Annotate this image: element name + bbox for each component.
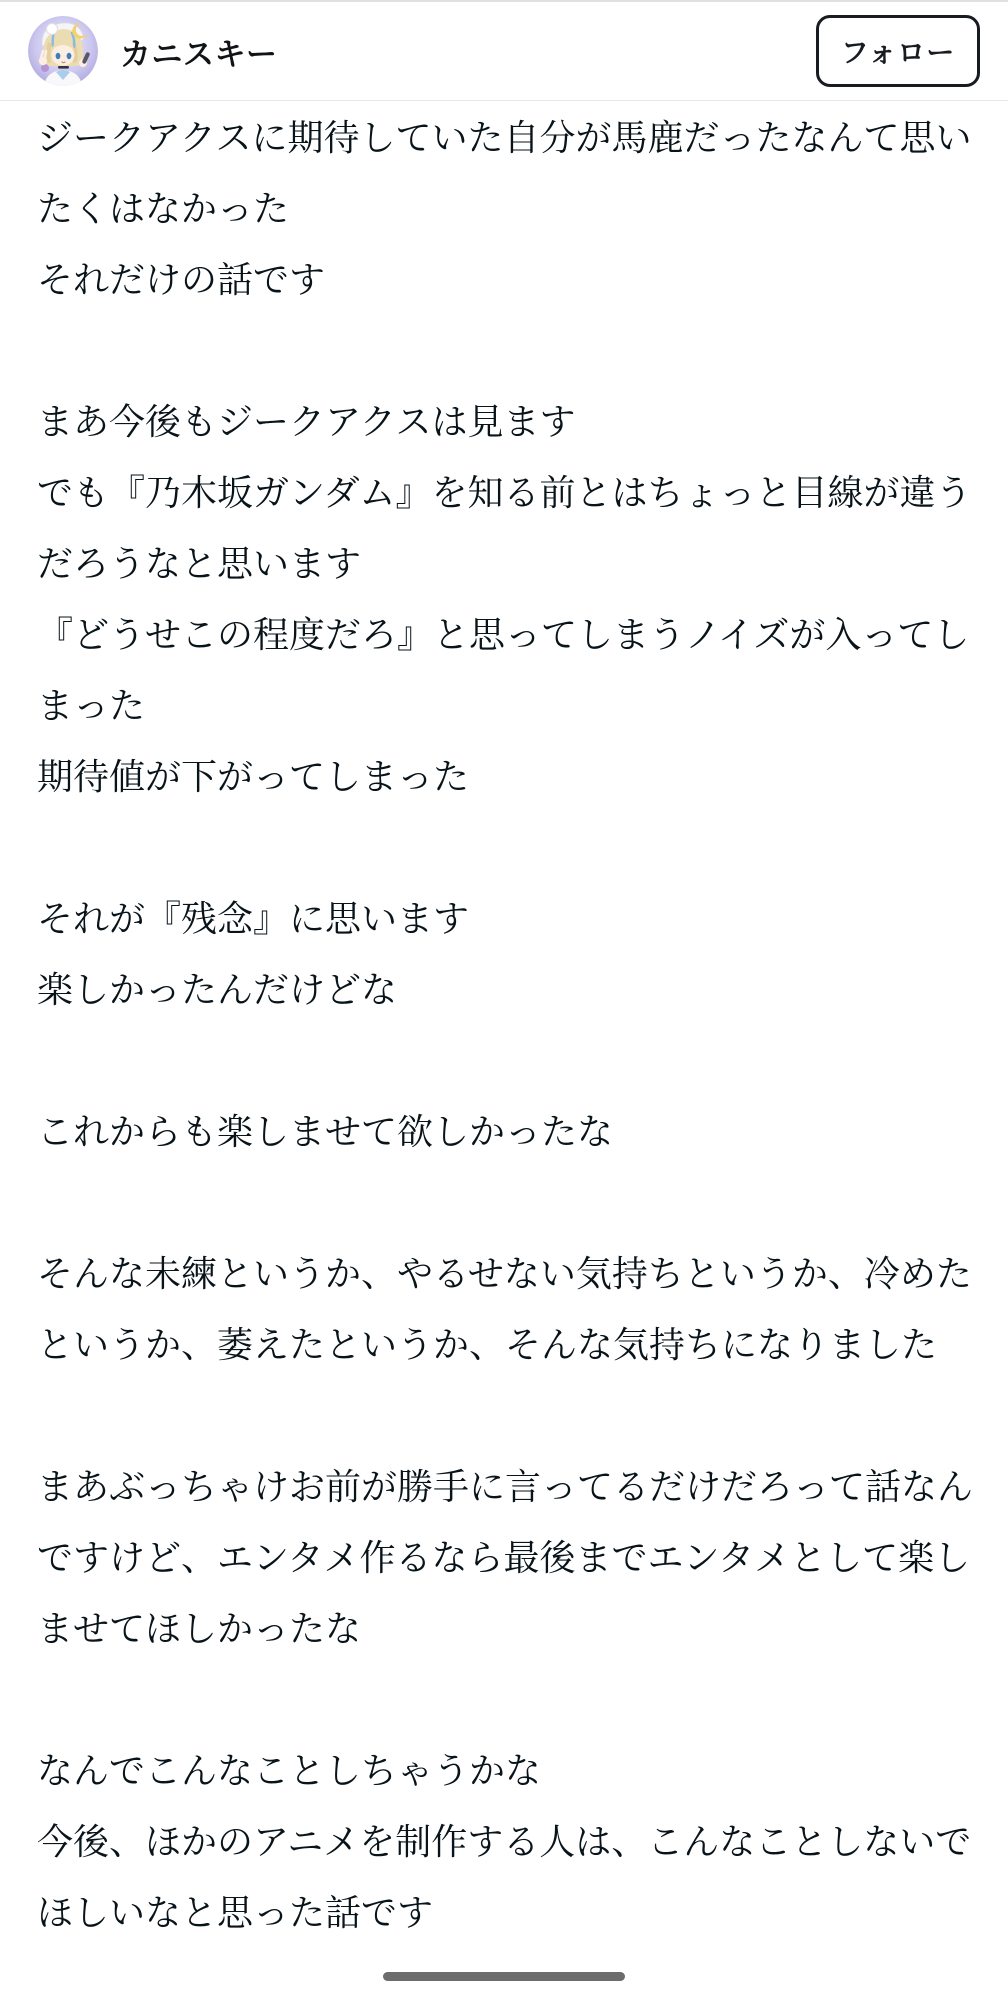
article-line: だろうなと思います (37, 543, 362, 584)
article-line (37, 812, 971, 883)
article-line (37, 1380, 971, 1451)
article-line: たくはなかった (37, 188, 290, 229)
article-line: 楽しかったんだけどな (37, 969, 398, 1010)
article-line: というか、萎えたというか、そんな気持ちになりました (37, 1324, 938, 1365)
article-line: これからも楽しませて欲しかったな (37, 1111, 614, 1152)
article-line: ませてほしかったな (37, 1608, 362, 1649)
article-line: そんな未練というか、やるせない気持ちというか、冷めた (37, 1253, 972, 1294)
article-line: まあぶっちゃけお前が勝手に言ってるだけだろって話なん (37, 1466, 974, 1507)
article-line: 今後、ほかのアニメを制作する人は、こんなことしないで (37, 1821, 972, 1862)
username[interactable]: カニスキー (120, 36, 278, 72)
user-avatar[interactable] (28, 16, 98, 86)
article-line: ジークアクスに期待していた自分が馬鹿だったなんて思い (37, 117, 972, 158)
article-line (37, 1025, 971, 1096)
article-line: それが『残念』に思います (37, 898, 470, 939)
article-line: ですけど、エンタメ作るなら最後までエンタメとして楽し (37, 1537, 971, 1578)
anime-girl-avatar-icon (28, 16, 98, 86)
article-line (37, 1664, 971, 1735)
article-line: 期待値が下がってしまった (37, 756, 470, 797)
article-line: ほしいなと思った話です (37, 1892, 434, 1933)
article-line: まあ今後もジークアクスは見ます (37, 401, 576, 442)
profile-header (0, 0, 1008, 101)
article-line (37, 1167, 971, 1238)
follow-button[interactable]: フォロー (816, 15, 980, 87)
article-line: それだけの話です (37, 259, 326, 300)
article-line (37, 315, 971, 386)
article-line: まった (37, 685, 146, 726)
article-line: なんでこんなことしちゃうかな (37, 1750, 542, 1791)
home-indicator-bar[interactable] (383, 1972, 625, 1981)
article-body (0, 101, 1008, 1948)
article-line: でも『乃木坂ガンダム』を知る前とはちょっと目線が違う (37, 472, 972, 513)
article-line: 『どうせこの程度だろ』と思ってしまうノイズが入ってし (37, 614, 970, 655)
